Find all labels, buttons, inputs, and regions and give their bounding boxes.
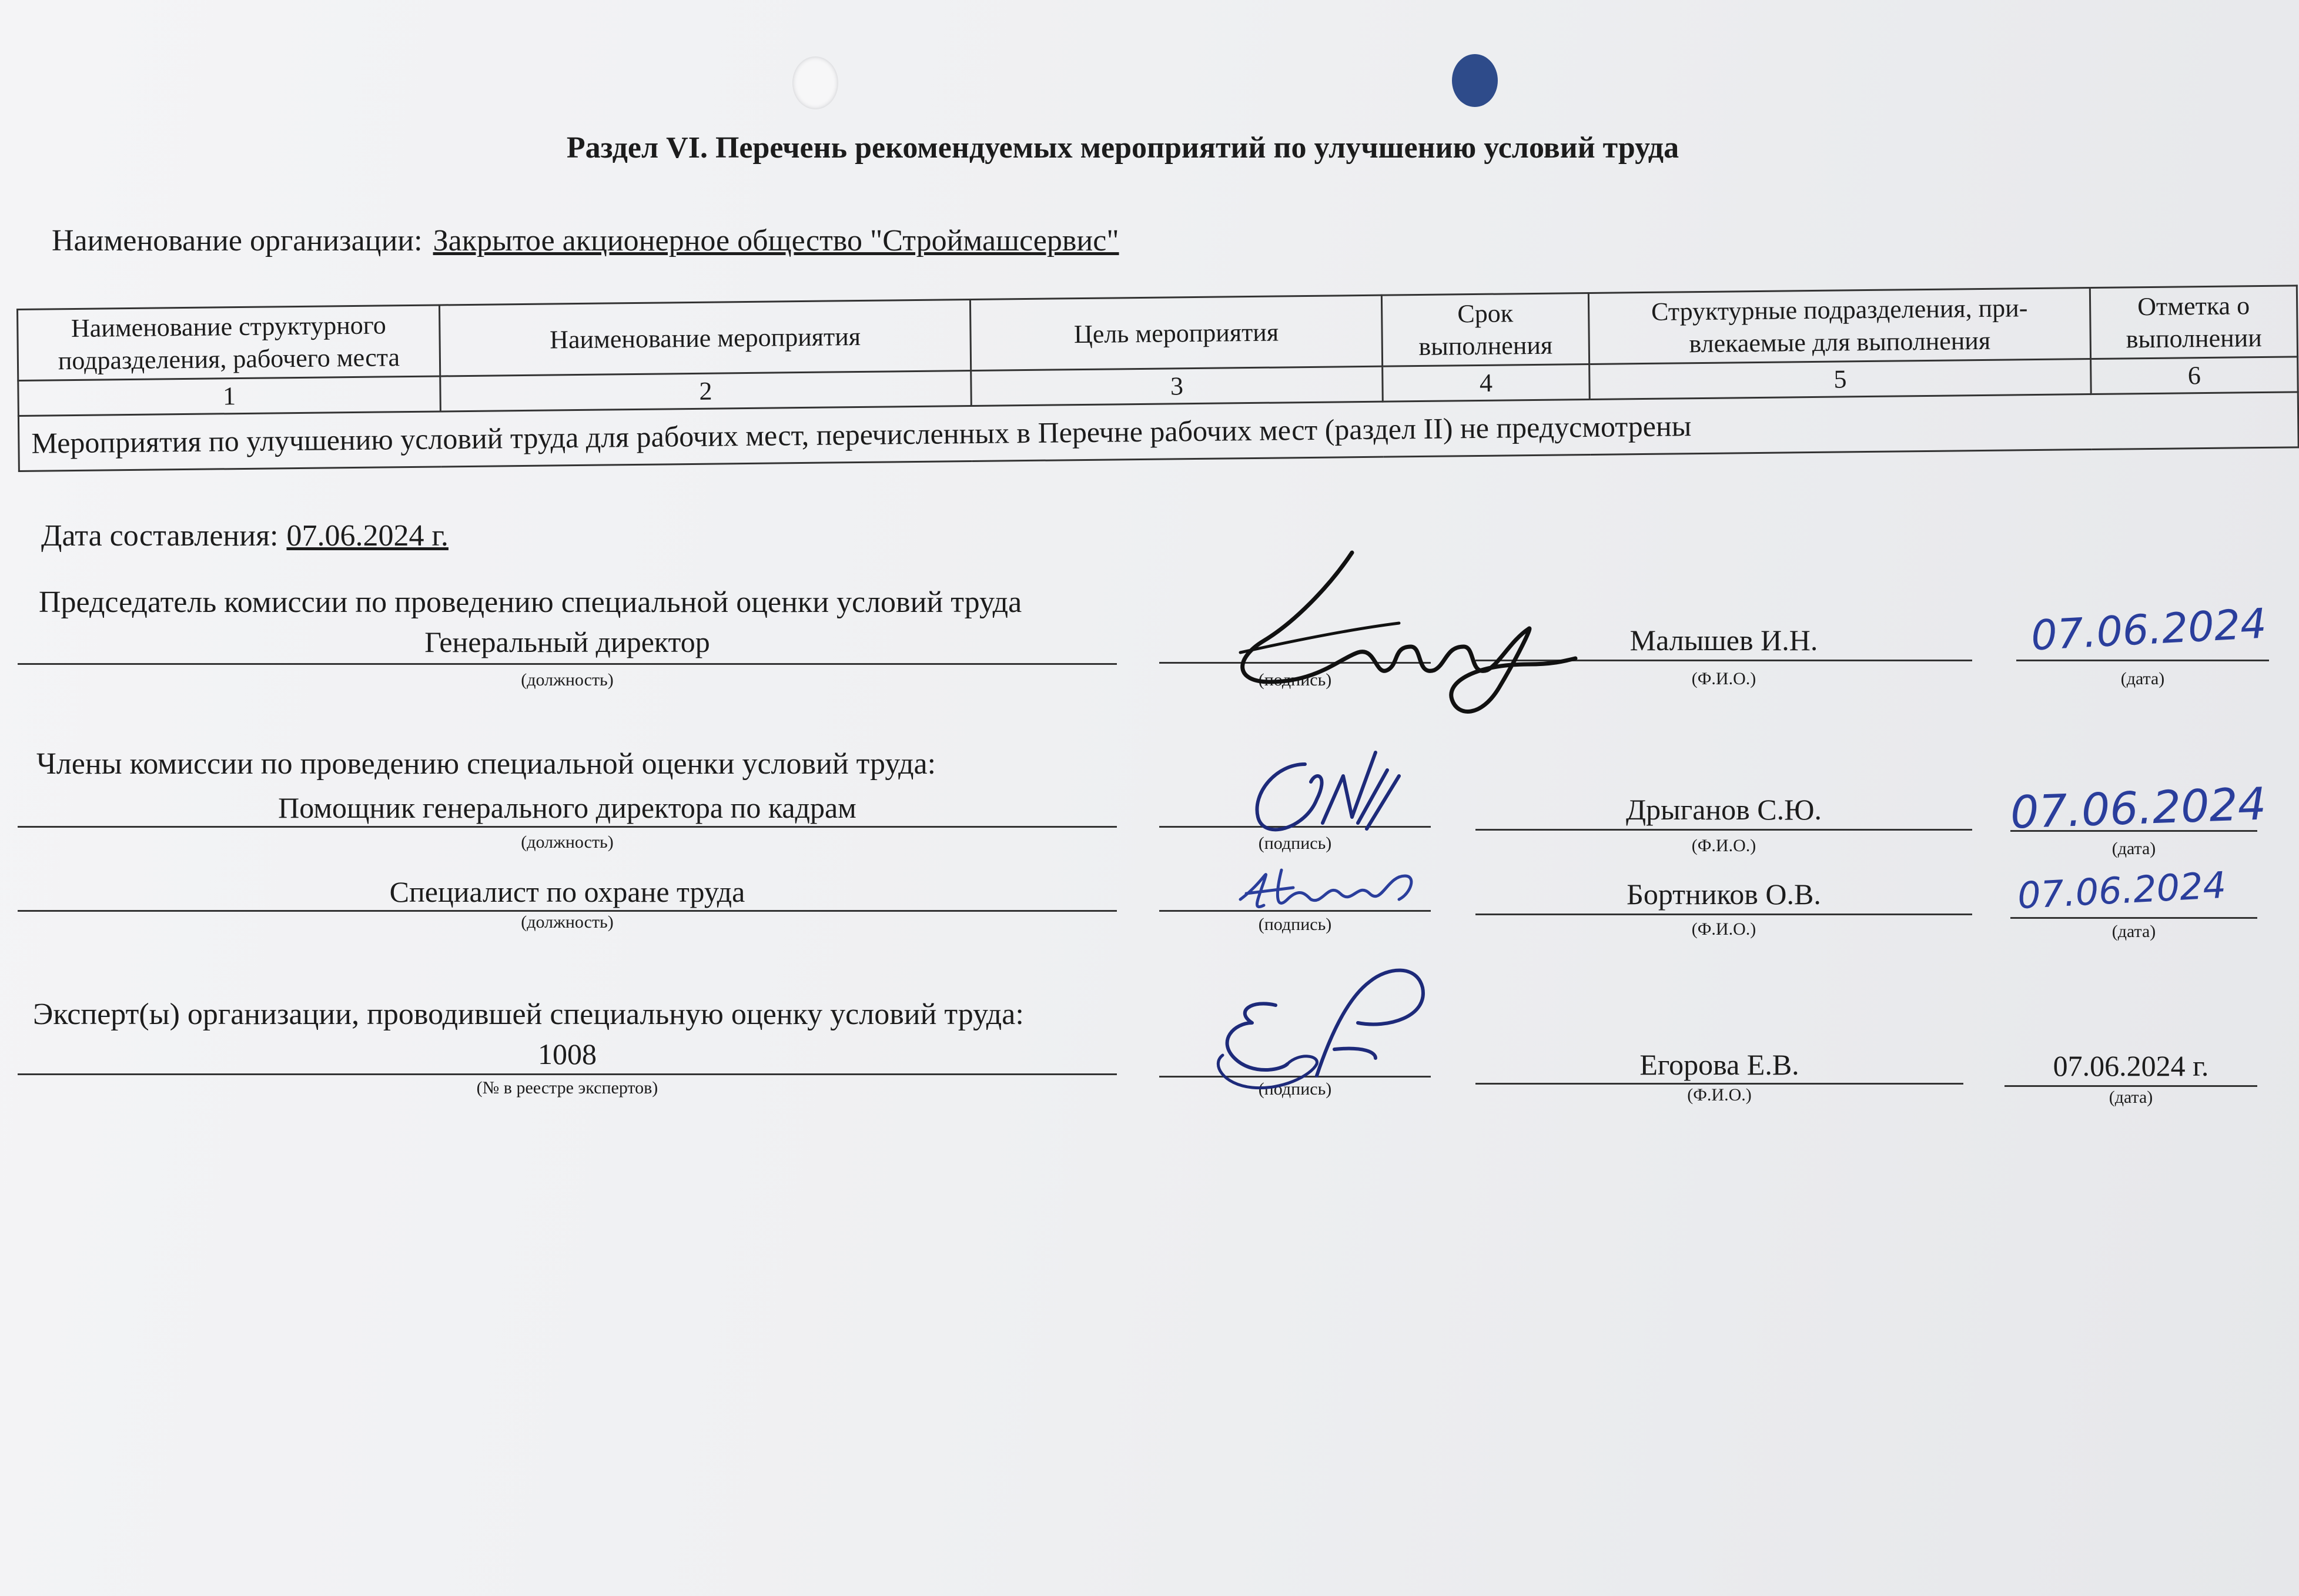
signature-caption: (подпись) xyxy=(1258,834,1332,853)
signature-caption: (подпись) xyxy=(1258,1079,1332,1099)
table-note: Мероприятия по улучшению условий труда для рабочих мест, перечисленных в Перечне рабочих мест (раздел II) не предусмотрены xyxy=(18,392,2298,471)
expert-signature xyxy=(1199,952,1446,1105)
punch-hole xyxy=(792,56,838,109)
date-caption: (дата) xyxy=(2109,1088,2153,1107)
compiled-date-value: 07.06.2024 г. xyxy=(286,519,449,553)
header-cell: Отметка о выполнении xyxy=(2090,286,2297,359)
position-caption: (должность) xyxy=(521,670,614,690)
column-number: 5 xyxy=(1589,359,2091,400)
fio-underline xyxy=(1475,1083,1963,1085)
position-underline xyxy=(18,663,1117,665)
date-caption: (дата) xyxy=(2111,922,2156,941)
member-handwritten-date: 07.06.2024 xyxy=(2016,863,2227,918)
member-position: Помощник генерального директора по кадрам xyxy=(278,791,856,824)
column-number: 3 xyxy=(971,366,1383,406)
expert-registry-number: 1008 xyxy=(538,1038,597,1070)
punch-hole-marker xyxy=(1452,54,1498,107)
position-caption: (должность) xyxy=(521,832,614,852)
header-cell: Цель мероприятия xyxy=(970,295,1382,370)
fio-caption: (Ф.И.О.) xyxy=(1687,1085,1752,1105)
fio-caption: (Ф.И.О.) xyxy=(1691,669,1756,688)
column-number: 1 xyxy=(18,376,441,416)
chairman-handwritten-date: 07.06.2024 xyxy=(2030,599,2268,660)
measures-table xyxy=(16,285,2299,471)
fio-caption: (Ф.И.О.) xyxy=(1691,919,1756,939)
signature-caption: (подпись) xyxy=(1258,670,1332,690)
header-cell: Структурные подразделения, при-влекаемые для выполнения xyxy=(1588,288,2090,364)
organization-value: Закрытое акционерное общество "Строймашсервис" xyxy=(433,224,1119,257)
member-position: Специалист по охране труда xyxy=(389,875,745,908)
date-caption: (дата) xyxy=(2120,669,2165,688)
date-underline xyxy=(2004,1085,2257,1087)
member-name: Дрыганов С.Ю. xyxy=(1625,793,1822,826)
organization-label: Наименование организации: xyxy=(52,224,423,257)
header-cell: Наименование мероприятия xyxy=(439,300,971,376)
organization-line xyxy=(52,223,1119,258)
expert-date: 07.06.2024 г. xyxy=(2053,1049,2209,1082)
chairman-position: Генеральный директор xyxy=(424,625,710,658)
fio-underline xyxy=(1475,829,1972,831)
date-underline xyxy=(2010,917,2257,919)
expert-heading: Эксперт(ы) организации, проводившей специальную оценку условий труда: xyxy=(33,998,1024,1031)
chairman-name: Малышев И.Н. xyxy=(1629,624,1818,657)
members-heading: Члены комиссии по проведению специальной оценки условий труда: xyxy=(36,747,936,781)
column-number: 6 xyxy=(2091,357,2298,394)
position-underline xyxy=(18,910,1117,912)
position-underline xyxy=(18,826,1117,828)
registry-underline xyxy=(18,1073,1117,1075)
date-underline xyxy=(2016,660,2269,661)
member-signature xyxy=(1240,741,1417,858)
member-name: Бортников О.В. xyxy=(1627,878,1821,911)
chairman-heading: Председатель комиссии по проведению специальной оценки условий труда xyxy=(39,585,1022,619)
position-caption: (должность) xyxy=(521,912,614,932)
expert-name: Егорова Е.В. xyxy=(1639,1048,1799,1081)
member-signature xyxy=(1229,858,1440,929)
chairman-signature xyxy=(1223,541,1575,729)
column-number: 2 xyxy=(440,371,972,411)
compiled-date-line xyxy=(41,518,449,553)
fio-underline xyxy=(1475,914,1972,915)
date-caption: (дата) xyxy=(2111,839,2156,858)
registry-caption: (№ в реестре экспертов) xyxy=(476,1078,658,1098)
column-number: 4 xyxy=(1383,364,1590,401)
member-handwritten-date: 07.06.2024 xyxy=(2009,777,2267,839)
section-title: Раздел VI. Перечень рекомендуемых мероприятий по улучшению условий труда xyxy=(566,131,1679,165)
compiled-date-label: Дата составления: xyxy=(41,519,279,553)
header-cell: Срок выполнения xyxy=(1381,293,1589,366)
header-cell: Наименование структурного подразделения, рабочего места xyxy=(18,305,440,381)
fio-caption: (Ф.И.О.) xyxy=(1691,836,1756,855)
date-underline xyxy=(2010,830,2257,832)
signature-caption: (подпись) xyxy=(1258,915,1332,934)
